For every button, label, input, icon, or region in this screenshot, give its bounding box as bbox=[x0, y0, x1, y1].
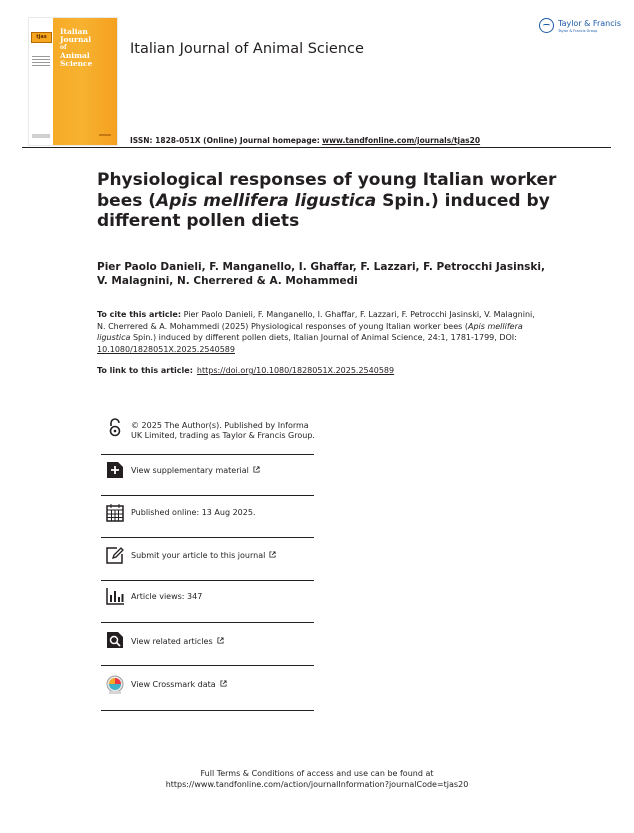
taylor-francis-logo[interactable] bbox=[539, 18, 619, 40]
open-access-icon bbox=[105, 418, 125, 438]
bar-chart-icon bbox=[105, 586, 125, 606]
published-date: Published online: 13 Aug 2025. bbox=[131, 508, 256, 517]
link-label: To link to this article: bbox=[97, 366, 193, 375]
related-articles-link[interactable] bbox=[131, 637, 316, 647]
issn-label: ISSN: 1828-051X (Online) Journal homepage: bbox=[130, 136, 320, 145]
supplementary-link[interactable] bbox=[131, 466, 316, 476]
footer bbox=[0, 768, 634, 790]
journal-cover bbox=[28, 17, 118, 146]
submit-label: Submit your article to this journal bbox=[131, 551, 266, 560]
citation-block bbox=[97, 309, 545, 355]
related-row[interactable] bbox=[101, 622, 314, 666]
related-label: View related articles bbox=[131, 637, 213, 646]
publisher-name: Taylor & Francis bbox=[558, 19, 621, 28]
footer-terms-link[interactable]: https://www.tandfonline.com/action/journalInformation?journalCode=tjas20 bbox=[165, 780, 469, 789]
header-divider bbox=[22, 147, 611, 148]
cover-title-line: Animal bbox=[60, 51, 90, 60]
cite-text: Pier Paolo Danieli, F. Manganello, I. Ghaffar, F. Lazzari, F. Petrocchi Jasinski, V. Malagnini, N. Cherrered & A. Mohammedi (2025) Physiological responses of young Italian worker bees ( bbox=[97, 310, 535, 331]
external-link-icon bbox=[269, 551, 276, 558]
supplementary-label: View supplementary material bbox=[131, 466, 249, 475]
external-link-icon bbox=[217, 637, 224, 644]
cover-meta bbox=[32, 56, 50, 66]
cover-publisher-logo bbox=[32, 134, 50, 138]
crossmark-row[interactable] bbox=[101, 665, 314, 711]
crossmark-label: View Crossmark data bbox=[131, 680, 216, 689]
publisher-tagline: Taylor & Francis Group bbox=[558, 29, 598, 33]
published-row bbox=[101, 495, 314, 538]
supplementary-material-icon bbox=[105, 460, 125, 480]
cover-title-line: Journal bbox=[60, 35, 92, 44]
title-text: Spin.) induced by different pollen diets bbox=[97, 190, 550, 231]
supplementary-row[interactable] bbox=[101, 454, 314, 496]
article-title bbox=[97, 170, 557, 232]
cover-title-line: Science bbox=[60, 59, 93, 68]
cover-logo: tjas bbox=[31, 32, 52, 43]
article-views: Article views: 347 bbox=[131, 592, 203, 601]
copyright-text: © 2025 The Author(s). Published by Informa UK Limited, trading as Taylor & Francis Group. bbox=[131, 421, 315, 440]
cite-species: Apis mellifera ligustica bbox=[97, 321, 523, 342]
article-authors: Pier Paolo Danieli, F. Manganello, I. Ghaffar, F. Lazzari, F. Petrocchi Jasinski, V. Malagnini, N. Cherrered & A. Mohammedi bbox=[97, 261, 546, 287]
crossmark-link[interactable] bbox=[131, 680, 316, 690]
title-text: Physiological responses of young Italian worker bees ( bbox=[97, 170, 557, 211]
journal-title[interactable]: Italian Journal of Animal Science bbox=[130, 41, 364, 57]
cite-label: To cite this article: bbox=[97, 310, 182, 319]
cover-issn-mark bbox=[99, 134, 111, 136]
link-block bbox=[97, 366, 545, 375]
related-articles-icon bbox=[105, 630, 125, 650]
article-doi-url[interactable]: https://doi.org/10.1080/1828051X.2025.2540589 bbox=[196, 366, 395, 375]
cover-title bbox=[60, 28, 115, 68]
external-link-icon bbox=[220, 680, 227, 687]
open-access-row bbox=[101, 412, 314, 455]
cover-title-line: of bbox=[60, 44, 67, 51]
calendar-icon bbox=[105, 503, 125, 523]
issn-line bbox=[130, 136, 480, 145]
cite-text: Spin.) induced by different pollen diets, Italian Journal of Animal Science, 24:1, 1781-1799, DOI: bbox=[130, 333, 517, 342]
doi-link[interactable]: 10.1080/1828051X.2025.2540589 bbox=[97, 344, 235, 354]
crossmark-icon bbox=[105, 675, 125, 695]
footer-terms-text: Full Terms & Conditions of access and use can be found at bbox=[200, 769, 434, 778]
submit-article-icon bbox=[105, 545, 125, 565]
journal-homepage-link[interactable]: www.tandfonline.com/journals/tjas20 bbox=[322, 136, 481, 145]
external-link-icon bbox=[253, 466, 260, 473]
cover-title-line: Italian bbox=[60, 27, 88, 36]
submit-row[interactable] bbox=[101, 537, 314, 581]
title-species: Apis mellifera ligustica bbox=[156, 190, 377, 211]
taylor-francis-icon bbox=[539, 18, 554, 33]
submit-article-link[interactable] bbox=[131, 551, 316, 561]
views-row bbox=[101, 580, 314, 623]
